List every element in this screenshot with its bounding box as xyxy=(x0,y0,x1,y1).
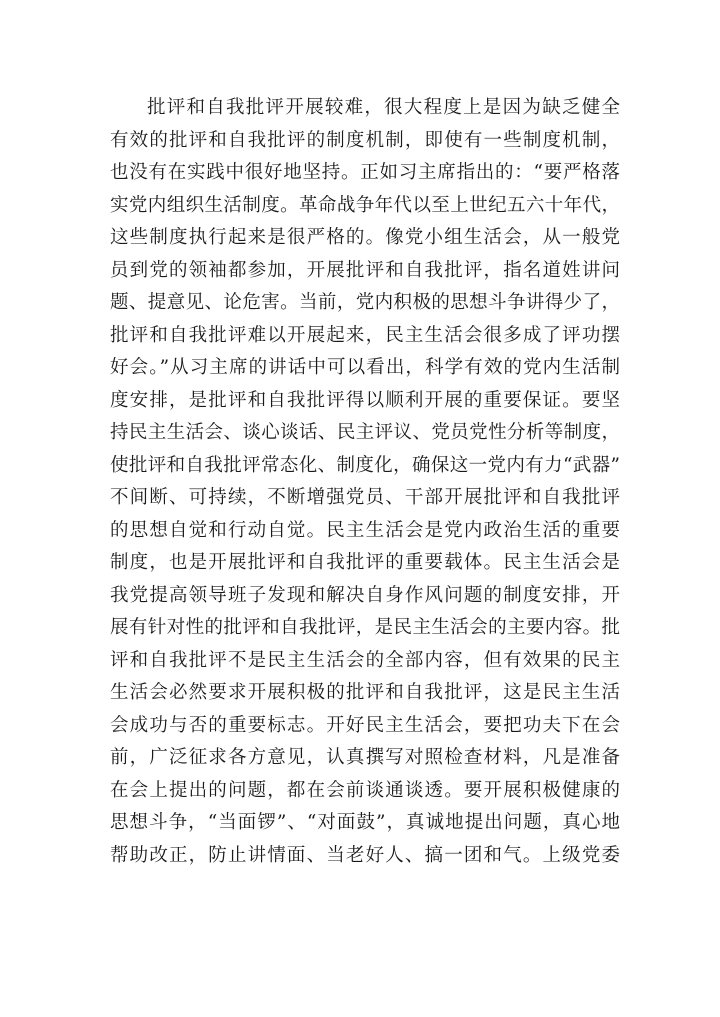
text-line: 我党提高领导班子发现和解决自身作风问题的制度安排，开 xyxy=(110,584,620,606)
text-line: 展有针对性的批评和自我批评，是民主生活会的主要内容。批 xyxy=(110,617,620,638)
text-line: 持民主生活会、谈心谈话、民主评议、党员党性分析等制度， xyxy=(110,422,620,443)
text-line: 批评和自我批评开展较难，很大程度上是因为缺乏健全 xyxy=(147,97,620,118)
text-line: 好会。”从习主席的讲话中可以看出，科学有效的党内生活制 xyxy=(110,357,620,378)
text-line: 帮助改正，防止讲情面、当老好人、搞一团和气。上级党委 xyxy=(110,844,620,866)
text-line: 在会上提出的问题，都在会前谈通谈透。要开展积极健康的 xyxy=(110,779,620,801)
text-line: 思想斗争，“当面锣”、“对面鼓”，真诚地提出问题，真心地 xyxy=(110,812,620,833)
text-line: 不间断、可持续，不断增强党员、干部开展批评和自我批评 xyxy=(110,487,620,508)
text-line: 前，广泛征求各方意见，认真撰写对照检查材料，凡是准备 xyxy=(110,747,620,768)
text-line: 评和自我批评不是民主生活会的全部内容，但有效果的民主 xyxy=(110,649,620,671)
text-line: 员到党的领袖都参加，开展批评和自我批评，指名道姓讲问 xyxy=(110,259,620,281)
text-line: 这些制度执行起来是很严格的。像党小组生活会，从一般党 xyxy=(110,227,620,248)
text-line: 批评和自我批评难以开展起来，民主生活会很多成了评功摆 xyxy=(110,324,620,346)
text-line: 的思想自觉和行动自觉。民主生活会是党内政治生活的重要 xyxy=(110,519,620,541)
text-line: 制度，也是开展批评和自我批评的重要载体。民主生活会是 xyxy=(110,552,620,573)
body-paragraph xyxy=(110,92,620,872)
text-line: 使批评和自我批评常态化、制度化，确保这一党内有力“武器” xyxy=(110,454,620,476)
text-line: 也没有在实践中很好地坚持。正如习主席指出的：“要严格落 xyxy=(110,162,620,183)
text-line: 有效的批评和自我批评的制度机制，即使有一些制度机制， xyxy=(110,129,620,151)
text-line: 生活会必然要求开展积极的批评和自我批评，这是民主生活 xyxy=(110,682,620,703)
text-line: 题、提意见、论危害。当前，党内积极的思想斗争讲得少了， xyxy=(110,292,620,313)
text-line: 会成功与否的重要标志。开好民主生活会，要把功夫下在会 xyxy=(110,714,620,736)
text-line: 实党内组织生活制度。革命战争年代以至上世纪五六十年代， xyxy=(110,194,620,216)
text-line: 度安排，是批评和自我批评得以顺利开展的重要保证。要坚 xyxy=(110,389,620,411)
